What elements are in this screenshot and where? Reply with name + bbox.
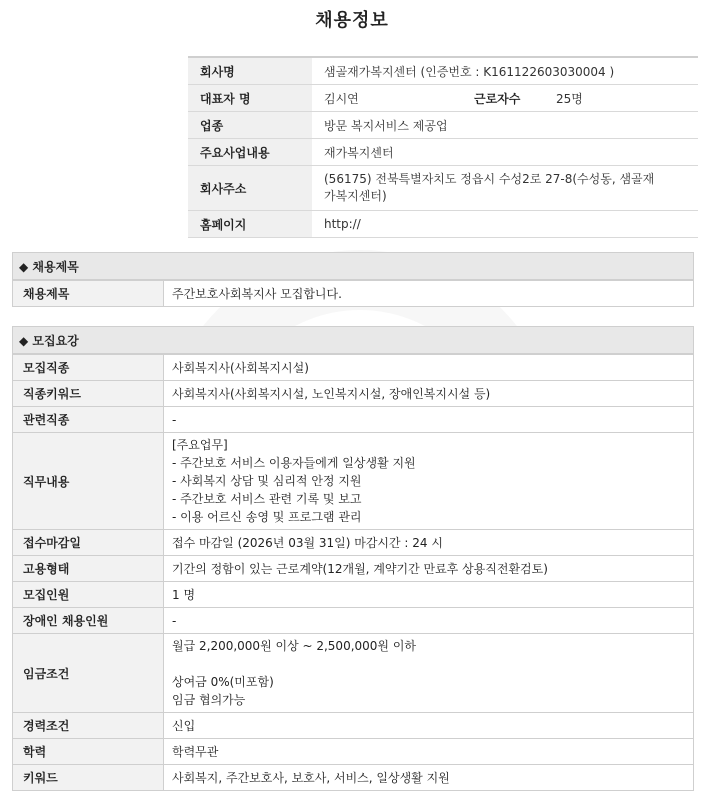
wage-range: 월급 2,200,000원 이상 ~ 2,500,000원 이하 bbox=[172, 639, 417, 653]
company-name-label: 회사명 bbox=[188, 57, 312, 85]
job-title-section bbox=[12, 252, 694, 307]
position-value: 사회복지사(사회복지시설) bbox=[164, 355, 694, 381]
recruit-section-header: ◆ 모집요강 bbox=[12, 326, 694, 354]
employment-value: 기간의 정함이 있는 근로계약(12개월, 계약기간 만료후 상용직전환검토) bbox=[164, 556, 694, 582]
duty-line: - 사회복지 상담 및 심리적 안정 지원 bbox=[172, 474, 362, 488]
homepage-link[interactable]: http:// bbox=[312, 211, 698, 238]
job-title-value: 주간보호사회복지사 모집합니다. bbox=[164, 281, 694, 307]
business-label: 주요사업내용 bbox=[188, 139, 312, 166]
disabled-hire-value: - bbox=[164, 608, 694, 634]
address-value bbox=[312, 166, 698, 211]
address-line-1: (56175) 전북특별자치도 정읍시 수성2로 27-8(수성동, 샘골재 bbox=[324, 172, 655, 186]
recruit-table bbox=[12, 354, 694, 791]
duty-line: [주요업무] bbox=[172, 438, 228, 452]
workers-label: 근로자수 bbox=[474, 85, 544, 112]
deadline-value: 접수 마감일 (2026년 03월 31일) 마감시간 : 24 시 bbox=[164, 530, 694, 556]
wage-label: 임금조건 bbox=[13, 634, 164, 713]
company-info-table bbox=[188, 56, 698, 238]
job-title-label: 채용제목 bbox=[13, 281, 164, 307]
duty-line: - 이용 어르신 송영 및 프로그램 관리 bbox=[172, 510, 362, 524]
education-value: 학력무관 bbox=[164, 739, 694, 765]
duty-line: - 주간보호 서비스 관련 기록 및 보고 bbox=[172, 492, 362, 506]
duty-label: 직무내용 bbox=[13, 433, 164, 530]
tags-label: 키워드 bbox=[13, 765, 164, 791]
company-name-value: 샘골재가복지센터 (인증번호 : K161122603030004 ) bbox=[312, 57, 698, 85]
address-label: 회사주소 bbox=[188, 166, 312, 211]
job-title-section-header: ◆ 채용제목 bbox=[12, 252, 694, 280]
ceo-value: 김시연 bbox=[312, 85, 474, 112]
employment-label: 고용형태 bbox=[13, 556, 164, 582]
homepage-label: 홈페이지 bbox=[188, 211, 312, 238]
wage-negotiable: 임금 협의가능 bbox=[172, 693, 246, 707]
tags-value: 사회복지, 주간보호사, 보호사, 서비스, 일상생활 지원 bbox=[164, 765, 694, 791]
business-value: 재가복지센터 bbox=[312, 139, 698, 166]
industry-label: 업종 bbox=[188, 112, 312, 139]
position-label: 모집직종 bbox=[13, 355, 164, 381]
job-title-table bbox=[12, 280, 694, 307]
keyword-value: 사회복지사(사회복지시설, 노인복지시설, 장애인복지시설 등) bbox=[164, 381, 694, 407]
education-label: 학력 bbox=[13, 739, 164, 765]
keyword-label: 직종키워드 bbox=[13, 381, 164, 407]
related-value: - bbox=[164, 407, 694, 433]
address-line-2: 가복지센터) bbox=[324, 189, 387, 203]
ceo-label: 대표자 명 bbox=[188, 85, 312, 112]
headcount-label: 모집인원 bbox=[13, 582, 164, 608]
workers-value: 25명 bbox=[544, 85, 698, 112]
career-value: 신입 bbox=[164, 713, 694, 739]
page-title: 채용정보 bbox=[315, 10, 389, 31]
duty-value bbox=[164, 433, 694, 530]
disabled-hire-label: 장애인 채용인원 bbox=[13, 608, 164, 634]
deadline-label: 접수마감일 bbox=[13, 530, 164, 556]
related-label: 관련직종 bbox=[13, 407, 164, 433]
wage-bonus: 상여금 0%(미포함) bbox=[172, 675, 274, 689]
headcount-value: 1 명 bbox=[164, 582, 694, 608]
duty-line: - 주간보호 서비스 이용자들에게 일상생활 지원 bbox=[172, 456, 416, 470]
career-label: 경력조건 bbox=[13, 713, 164, 739]
recruit-section bbox=[12, 326, 694, 791]
industry-value: 방문 복지서비스 제공업 bbox=[312, 112, 698, 139]
wage-value bbox=[164, 634, 694, 713]
